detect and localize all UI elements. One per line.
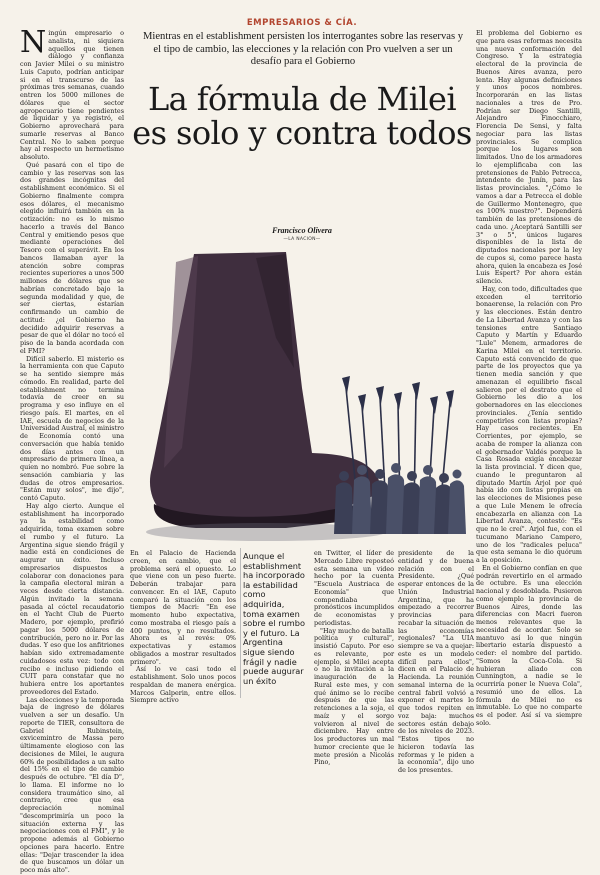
paragraph: presidente de la entidad y de buena relación con el Presidente. ¿Qué esperar entonces de la Unión Industrial Argentina, que ha empezado a recorrer provincias para recabar la situación de las economías regionales? "La UIA siempre se va a quejar: este es un modelo difícil para ellos", dicen en el Palacio de Hacienda. La reunión semanal interna de la central fabril volvió a exponer el martes lo que todos repiten en voz baja: muchos sectores están debajo de los niveles de 2023. "Estos tipos no hicieron todavía las reformas y le piden a la economía", dijo uno de los presentes. [398, 549, 474, 774]
headline: La fórmula de Milei es solo y contra todos [132, 80, 472, 152]
column-bottom-3 [314, 550, 394, 788]
dropcap: N [20, 25, 47, 60]
column-left [20, 25, 124, 874]
paragraph: en Twitter, el líder de Mercado Libre reposteó esta semana un video hecho por la cuenta "Escuela Austriaca de Economía" que compendiaba pronósticos incumplidos de economistas y periodistas. [314, 549, 394, 627]
paragraph: Qué pasará con el tipo de cambio y las reservas son las dos grandes incógnitas del establishment económico. Si el Gobierno finalmente compra esos dólares, el mecanismo elegido influirá también en la cotización: no es lo mismo hacerlo a través del Banco Central y emitiendo pesos que mediante operaciones del Tesoro con el superávit. En los bancos llamaban ayer la atención sobre compras recientes superiores a unos 500 millones de dólares que se habrían concretado bajo la segunda modalidad y que, de ser ciertas, estarían confirmando un cambio de actitud: ¿el Gobierno ha decidido adquirir reservas a pesar de que el dólar no tocó el piso de la banda acordada con el FMI? [20, 160, 124, 355]
deck: Mientras en el establishment persisten los interrogantes sobre las reservas y el tipo de cambio, las elecciones y la relación con Pro vuelven a ser un desafío para el Gobierno [142, 31, 464, 67]
section-label: EMPRESARIOS & CÍA. [246, 18, 358, 28]
byline-source: —LA NACION— [283, 237, 321, 242]
pull-quote: Aunque el establishment ha incorporado la estabilidad como adquirida, toma examen sobre el rumbo y el futuro. La Argentina sigue siendo frágil y nadie puede augurar un éxito [243, 551, 305, 686]
paragraph: Hay, con todo, dificultades que exceden el territorio bonaerense, la relación con Pro y las elecciones. Están dentro de La Libertad Avanza y con las tensiones entre Santiago Caputo y Martín y Eduardo "Lule" Menem, armadores de Karina Milei en el territorio. Caputo está convencido de que parte de los proyectos que ya tienen media sanción y que amenazan el equilibrio fiscal salieron por el destrato que el Gobierno les dio a los gobernadores en las elecciones provinciales. ¿Tenía sentido competirles con listas propias? Hay casos recientes. En Corrientes, por ejemplo, se acaba de romper la alianza con el gobernador Valdés porque la Casa Rosada exigía encabezar la lista provincial. Y dicen que, cuando le preguntaron al diputado Martín Arjol por qué había ido con listas propias en las elecciones de Misiones pese a que Lule Menem le ofrecía encabezarla en alianza con La Libertad Avanza, contestó: "Es que no le creí". Arjol fue, con el tucumano Mariano Campero, uno de los "radicales peluca" que esta semana le dio quórum a la oposición. [476, 284, 582, 564]
column-right [476, 30, 582, 788]
paragraph: "Hay mucho de batalla política y cultural", insistió Caputo. Por eso es relevante, por ejemplo, si Milei acepta o no la invitación a la inauguración de la Rural este mes, y con qué ánimo se lo recibe después de que las retenciones a la soja, el maíz y el sorgo volvieron al nivel de diciembre. Hay entre los productores un mal humor creciente que le mete presión a Nicolás Pino, [314, 626, 394, 767]
paragraph: Así lo ve casi todo el establishment. Solo unos pocos respaldan de manera enérgica. Marcos Galperin, entre ellos. Siempre activo [130, 665, 236, 705]
paragraph: Las elecciones y la temporada baja de ingreso de dólares vuelven a ser un desafío. Un reporte de TIER, consultora de Gabriel Rubinstein, exvicemintro de Massa pero últimamente elogioso con las decisiones de Milei, le augura 60% de posibilidades a un salto del 15% en el tipo de cambio después de octubre. "El día D", lo llama. El informe no lo considera traumático sino, al contrario, cree que esa depreciación nominal "descomprimiría un poco la situación externa y las negociaciones con el FMI", y le propone además al Gobierno opciones para hacerlo. Entre ellas: "Dejar trascender la idea de que buscamos un dólar un poco más alto". [20, 695, 124, 874]
paragraph: En el Palacio de Hacienda creen, en cambio, que el problema será el opuesto. Lo que viene con un peso fuerte. Deberán trabajar para convencer. En el IAE, Caputo comparó la situación con los tiempos de Macri: "En ese momento hubo expectativa, como mostraba el riesgo país a 400 puntos, y no resultados. Ahora es al revés: 0% expectativas y estamos obligados a mostrar resultados primero". [130, 549, 236, 666]
paragraph: Hay algo cierto. Aunque el establishment ha incorporado ya la estabilidad como adquirida, toma examen sobre el rumbo y el futuro. La Argentina sigue siendo frágil y nadie está en condiciones de augurar un éxito. Incluso empresarios dispuestos a colaborar con donaciones para la campaña electoral miran a veces desde cierta distancia. Algún invitado la semana pasada al cóctel recaudatorio en el Yacht Club de Puerto Madero, por ejemplo, prefirió pagar los 5000 dólares de contribución, pero no ir. Por las dudas. Y eso que los anfitriones habían sido extremadamente cuidadosos esta vez: todo con recibo e incluso pidiendo el CUIT para constatar que no hubiera entre los aportantes proveedores del Estado. [20, 501, 124, 696]
paragraph: En el Gobierno confían en que podrán revertirlo en el armado de octubre. Es una elección nacional y desdoblada. Pusieron como ejemplo la provincia de Buenos Aires, donde las diferencias con Macri fueron menos relevantes que la necesidad de acordar. Solo se mantuvo así lo que ningún libertario estaría dispuesto a ceder: el nombre del partido. "Somos la Coca-Cola. Si hubieran aliado con Cunnington, a nadie se le ocurriría poner le Nueva Cola", resumió uno de ellos. La fórmula de Milei no es inmutable. Lo que no comparte es el poder. Así sí va siempre solo. [476, 563, 582, 727]
paragraph: El problema del Gobierno es que para esas reformas necesita una nueva conformación del Congreso. Y la estrategia electoral de la provincia de Buenos Aires avanza, pero lenta. Hay algunas definiciones y unos pocos nombres. Incorporarán en las listas nacionales a tres de Pro. Podrían ser Diego Santilli, Alejandro Finocchiaro, Florencia De Sensi, y falta negociar para las listas provinciales. Se complica porque los lugares son limitados. Uno de los armadores lo ejemplificaba con las pretensiones de Pablo Petrecca, intendente de Junín, para las listas provinciales. "¿Cómo le vamos a dar a Petrecca el doble de Guillermo Montenegro, que es 100% nuestro?". Dependerá también de las pretensiones de cada uno. ¿Aceptará Santilli ser 3° o 5°, únicos lugares disponibles de la lista de diputados nacionales por la ley de cupos si, como parece hasta ahora, quien la encabeza es José Luis Espert? Por ahora están silencio. [476, 29, 582, 285]
paragraph: Difícil saberlo. El misterio es la herramienta con que Caputo se ha sentido siempre más cómodo. En realidad, parte del establishment no termina todavía de creer en su programa y eso influye en el riesgo país. El martes, en el IAE, escuela de negocios de la Universidad Austral, el ministro de Economía contó una conversación que había tenido dos días antes con un empresario de primera línea, a quien no nombró. Fue sobre la sensación cambiaria y las dudas de otros empresarios. "Están muy solos", me dijo", contó Caputo. [20, 354, 124, 502]
pull-quote-rule [240, 548, 241, 698]
column-bottom-1 [130, 550, 236, 788]
illustration-boot-crowd [136, 248, 470, 546]
column-bottom-4 [398, 550, 474, 788]
paragraph: ingún empresario o analista, ni siquiera aquellos que tienen diálogo y confianza con Javier Milei o su ministro Luis Caputo, podrían anticipar si en el transcurso de las próximas tres semanas, cuando entren los 5000 millones de dólares que el sector agropecuario tiene pendientes de liquidar y ya registró, el Gobierno aprovechará para sumarle reservas al Banco Central. No lo saben porque hay al respecto un hermetismo absoluto. [20, 29, 124, 161]
byline: Francisco Olivera [272, 226, 332, 235]
